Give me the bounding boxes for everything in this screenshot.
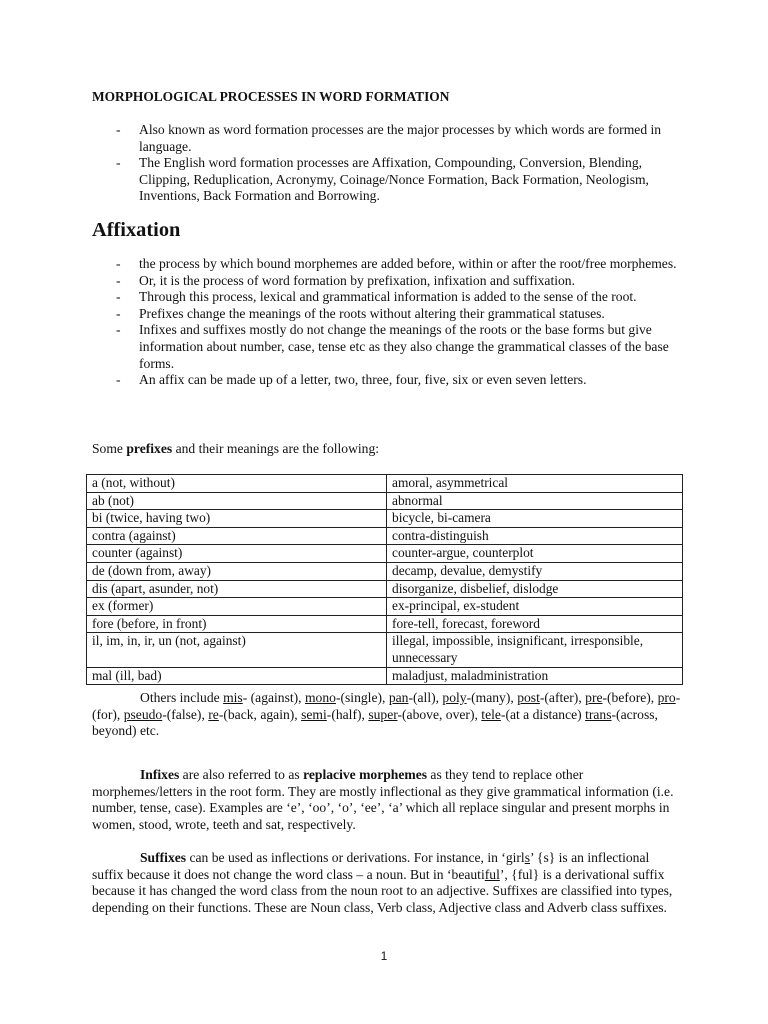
other-prefix: pan bbox=[388, 690, 409, 705]
suffixes-text: ’ {s} is an inflectional suffix because it does not change the word class – a noun. But in ‘beauti bbox=[92, 850, 650, 882]
prefix-table-row bbox=[87, 598, 683, 616]
suffix-example-underlined: s bbox=[524, 850, 530, 865]
other-prefix: pre bbox=[585, 690, 603, 705]
prefix-cell: ex (former) bbox=[87, 598, 387, 616]
other-prefix: re bbox=[208, 706, 219, 722]
prefix-intro-before: Some bbox=[92, 441, 127, 456]
other-prefix: semi bbox=[301, 706, 327, 722]
other-prefix-meaning: -(all), bbox=[408, 690, 443, 705]
other-prefix-meaning: - (against), bbox=[242, 690, 305, 705]
infixes-text: as they tend to replace other morphemes/letters in the root form. They are mostly inflectional as they give grammatical information (i.e. number, tense, case). Examples are ‘e’, ‘oo’, ‘o’, ‘ee’, ‘a’ which all replace singular and present morphs in women, stood, wrote, teeth and sat, respectively. bbox=[92, 767, 674, 832]
page-title: MORPHOLOGICAL PROCESSES IN WORD FORMATION bbox=[92, 89, 450, 104]
others-lead: Others include bbox=[140, 690, 224, 705]
other-prefix: mis bbox=[223, 690, 243, 705]
prefix-table-body bbox=[87, 475, 683, 685]
prefix-cell: il, im, in, ir, un (not, against) bbox=[87, 633, 387, 667]
infixes-paragraph bbox=[92, 767, 682, 833]
other-prefix-meaning: -(many), bbox=[466, 690, 518, 705]
other-prefix: pseudo bbox=[123, 706, 163, 722]
prefix-table bbox=[86, 474, 683, 685]
infixes-text: are also referred to as bbox=[179, 767, 304, 782]
other-prefix-meaning: -(for), bbox=[92, 690, 681, 722]
prefix-cell: counter (against) bbox=[87, 545, 387, 563]
other-prefix-meaning: -(back, again), bbox=[218, 706, 302, 722]
other-prefix: poly bbox=[442, 690, 467, 705]
other-prefix: mono bbox=[304, 690, 336, 705]
intro-bullet: - The English word formation processes are Affixation, Compounding, Conversion, Blending, Clipping, Reduplication, Acronymy, Coinage/Nonce Formation, Back Formation, Neologism, Inventions, Back Formation and Borrowing. bbox=[116, 155, 682, 205]
intro-bullet: - Also known as word formation processes are the major processes by which words are formed in language. bbox=[116, 122, 682, 155]
prefix-example-cell: fore-tell, forecast, foreword bbox=[387, 615, 683, 633]
prefix-table-row bbox=[87, 510, 683, 528]
replacive-morphemes-term: replacive morphemes bbox=[303, 767, 428, 782]
other-prefix: tele bbox=[481, 706, 501, 722]
other-prefix: pro bbox=[657, 690, 676, 705]
prefix-example-cell: ex-principal, ex-student bbox=[387, 598, 683, 616]
other-prefix-meaning: -(across, beyond) etc. bbox=[92, 706, 658, 739]
prefix-example-cell: amoral, asymmetrical bbox=[387, 475, 683, 493]
prefix-table-row bbox=[87, 562, 683, 580]
suffixes-text: can be used as inflections or derivations. For instance, in ‘girl bbox=[186, 850, 525, 865]
page-number: 1 bbox=[380, 949, 388, 963]
affixation-bullet: - An affix can be made up of a letter, two, three, four, five, six or even seven letters. bbox=[116, 372, 682, 389]
prefix-table-row bbox=[87, 527, 683, 545]
prefix-table-row bbox=[87, 615, 683, 633]
prefix-table-row bbox=[87, 633, 683, 667]
prefix-table-row bbox=[87, 580, 683, 598]
suffix-example-underlined: ful bbox=[484, 866, 500, 882]
other-prefix: trans bbox=[585, 706, 612, 722]
other-prefix-meaning: -(half), bbox=[326, 706, 369, 722]
prefix-cell: dis (apart, asunder, not) bbox=[87, 580, 387, 598]
affixation-bullet: - Prefixes change the meanings of the roots without altering their grammatical statuses. bbox=[116, 306, 682, 323]
prefix-example-cell: abnormal bbox=[387, 492, 683, 510]
affixation-bullet: - Or, it is the process of word formation by prefixation, infixation and suffixation. bbox=[116, 273, 682, 290]
prefix-cell: bi (twice, having two) bbox=[87, 510, 387, 528]
prefix-example-cell: bicycle, bi-camera bbox=[387, 510, 683, 528]
prefix-cell: fore (before, in front) bbox=[87, 615, 387, 633]
prefix-cell: contra (against) bbox=[87, 527, 387, 545]
infixes-term: Infixes bbox=[140, 767, 180, 782]
prefix-table-row bbox=[87, 667, 683, 685]
other-prefix-meaning: -(above, over), bbox=[397, 706, 482, 722]
prefix-example-cell: contra-distinguish bbox=[387, 527, 683, 545]
prefix-example-cell: counter-argue, counterplot bbox=[387, 545, 683, 563]
prefix-table-row bbox=[87, 545, 683, 563]
other-prefix-meaning: -(before), bbox=[602, 690, 658, 705]
prefix-intro bbox=[92, 441, 379, 458]
prefix-table-row bbox=[87, 475, 683, 493]
prefix-example-cell: disorganize, disbelief, dislodge bbox=[387, 580, 683, 598]
other-prefix-meaning: -(false), bbox=[162, 706, 209, 722]
suffixes-text: ’, {ful} is a derivational suffix because it has changed the word class from the noun root to an adjective. Suffixes are classified into types, depending on their functions. These are Noun class, Verb class, Adjective class and Adverb class suffixes. bbox=[92, 866, 673, 915]
prefix-intro-bold: prefixes bbox=[126, 441, 173, 456]
prefix-intro-after: and their meanings are the following: bbox=[172, 441, 380, 456]
suffixes-term: Suffixes bbox=[140, 850, 187, 865]
prefix-table-row bbox=[87, 492, 683, 510]
other-prefix: post bbox=[517, 690, 540, 705]
intro-bullet-list bbox=[116, 122, 682, 205]
affixation-bullet: - the process by which bound morphemes are added before, within or after the root/free morphemes. bbox=[116, 256, 682, 273]
prefix-cell: a (not, without) bbox=[87, 475, 387, 493]
other-prefix: super bbox=[368, 706, 398, 722]
other-prefix-meaning: -(after), bbox=[539, 690, 586, 705]
others-paragraph bbox=[92, 690, 682, 740]
affixation-heading: Affixation bbox=[92, 219, 181, 241]
prefix-cell: mal (ill, bad) bbox=[87, 667, 387, 685]
other-prefix-meaning: -(at a distance) bbox=[500, 706, 586, 722]
affixation-bullet: - Infixes and suffixes mostly do not change the meanings of the roots or the base forms but give information about number, case, tense etc as they also change the grammatical classes of the base forms. bbox=[116, 322, 682, 372]
prefix-example-cell: maladjust, maladministration bbox=[387, 667, 683, 685]
affixation-bullet-list bbox=[116, 256, 682, 389]
other-prefix-meaning: -(single), bbox=[335, 690, 389, 705]
prefix-cell: ab (not) bbox=[87, 492, 387, 510]
affixation-bullet: - Through this process, lexical and grammatical information is added to the sense of the root. bbox=[116, 289, 682, 306]
prefix-example-cell: decamp, devalue, demystify bbox=[387, 562, 683, 580]
prefix-example-cell: illegal, impossible, insignificant, irresponsible, unnecessary bbox=[387, 633, 683, 667]
prefix-cell: de (down from, away) bbox=[87, 562, 387, 580]
suffixes-paragraph bbox=[92, 850, 682, 916]
